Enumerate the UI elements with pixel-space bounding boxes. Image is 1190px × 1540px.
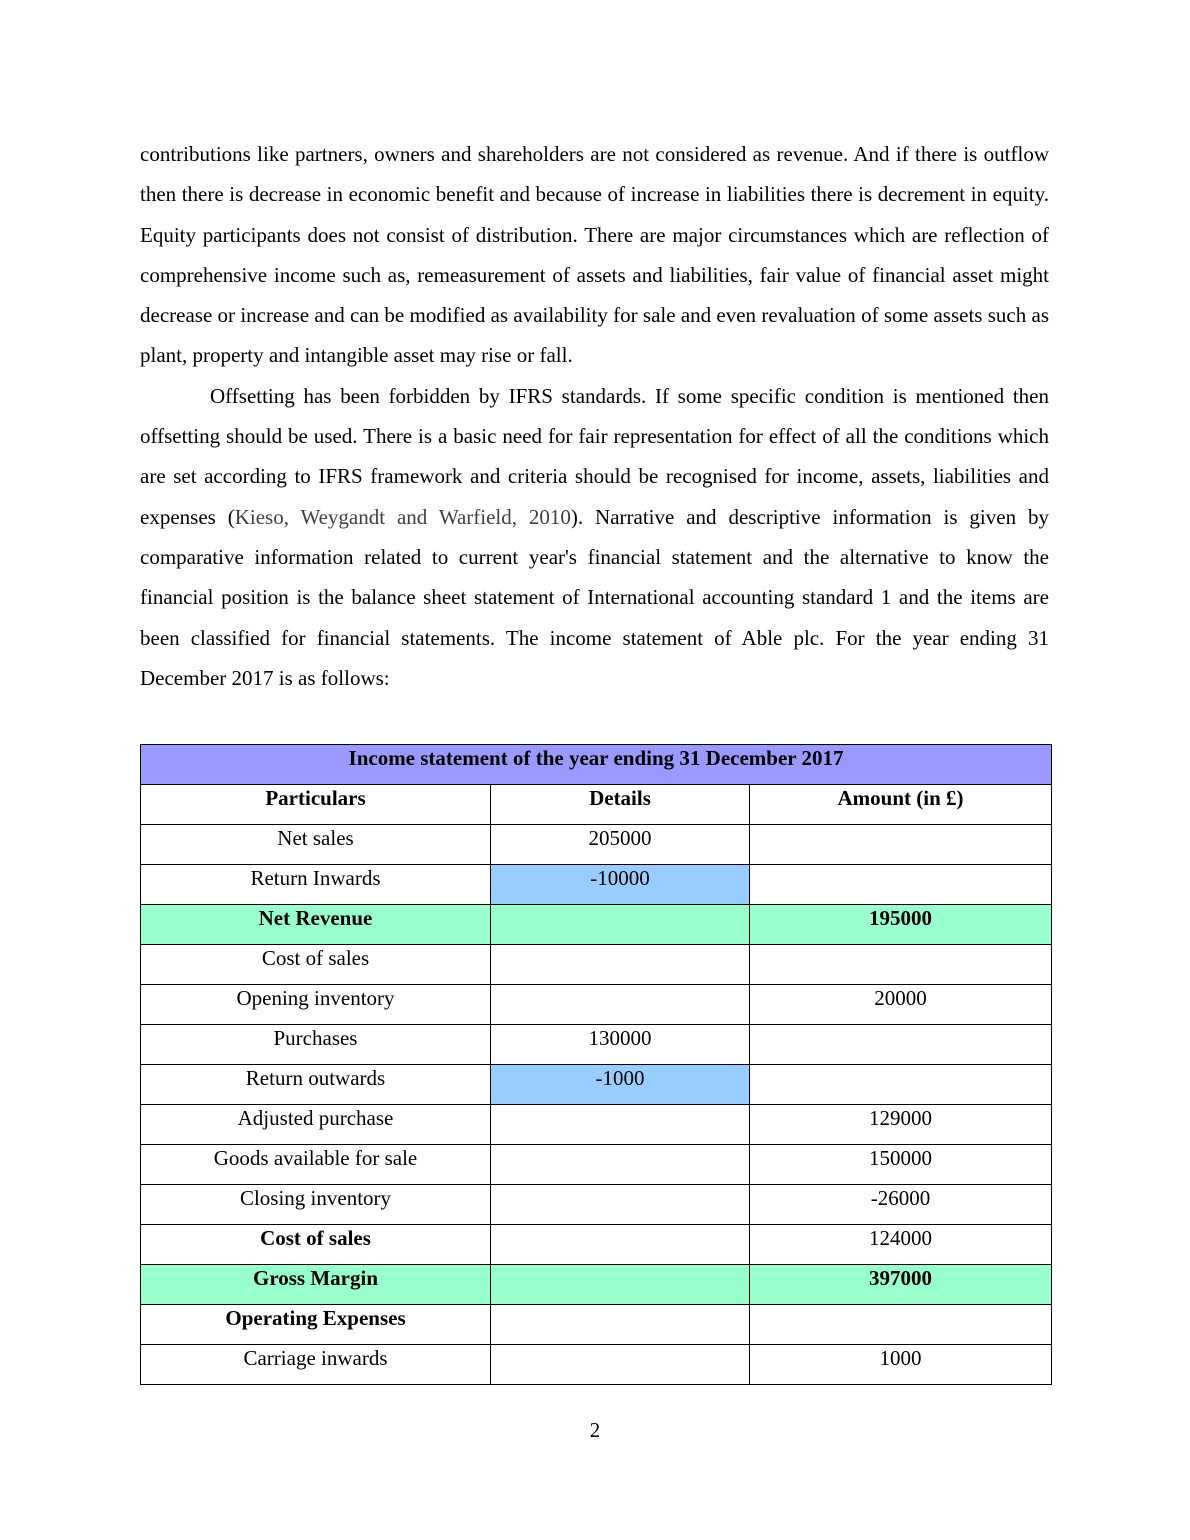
cell-details bbox=[491, 945, 750, 985]
cell-details bbox=[491, 1265, 750, 1305]
table-row bbox=[141, 985, 1052, 1025]
table-title: Income statement of the year ending 31 December 2017 bbox=[141, 745, 1052, 785]
cell-details: 130000 bbox=[491, 1025, 750, 1065]
cell-amount bbox=[750, 865, 1052, 905]
cell-particulars: Net sales bbox=[141, 825, 491, 865]
cell-particulars: Gross Margin bbox=[141, 1265, 491, 1305]
table-row bbox=[141, 1145, 1052, 1185]
cell-details bbox=[491, 1305, 750, 1345]
cell-details bbox=[491, 1145, 750, 1185]
cell-details bbox=[491, 1185, 750, 1225]
cell-amount bbox=[750, 1025, 1052, 1065]
table-title-row bbox=[141, 745, 1052, 785]
table-row bbox=[141, 1225, 1052, 1265]
table-row bbox=[141, 1185, 1052, 1225]
table-row bbox=[141, 825, 1052, 865]
table-header-row bbox=[141, 785, 1052, 825]
cell-details bbox=[491, 1105, 750, 1145]
cell-details: 205000 bbox=[491, 825, 750, 865]
cell-particulars: Purchases bbox=[141, 1025, 491, 1065]
cell-particulars: Operating Expenses bbox=[141, 1305, 491, 1345]
cell-amount bbox=[750, 825, 1052, 865]
cell-details: -1000 bbox=[491, 1065, 750, 1105]
cell-details bbox=[491, 1345, 750, 1385]
cell-particulars: Return outwards bbox=[141, 1065, 491, 1105]
table-row bbox=[141, 1105, 1052, 1145]
page-number: 2 bbox=[589, 1418, 601, 1442]
cell-details bbox=[491, 1225, 750, 1265]
table-row bbox=[141, 945, 1052, 985]
header-amount: Amount (in £) bbox=[750, 785, 1052, 825]
paragraph-2 bbox=[140, 376, 1049, 698]
cell-details: -10000 bbox=[491, 865, 750, 905]
cell-particulars: Closing inventory bbox=[141, 1185, 491, 1225]
cell-particulars: Cost of sales bbox=[141, 945, 491, 985]
cell-amount: 195000 bbox=[750, 905, 1052, 945]
cell-particulars: Adjusted purchase bbox=[141, 1105, 491, 1145]
cell-details bbox=[491, 905, 750, 945]
income-statement-table bbox=[140, 744, 1052, 1385]
citation: Kieso, Weygandt and Warfield, 2010 bbox=[234, 504, 571, 529]
cell-amount: 150000 bbox=[750, 1145, 1052, 1185]
table-row bbox=[141, 1305, 1052, 1345]
paragraph-2-text: Offsetting has been forbidden by IFRS standards. If some specific condition is mentioned then offsetting should be used. There is a basic need for fair representation for effect of all the conditions which are set according to IFRS framework and criteria should be recognised for income, assets, liabilities and expenses ( bbox=[140, 383, 1049, 529]
table-row bbox=[141, 1345, 1052, 1385]
table-row bbox=[141, 905, 1052, 945]
cell-amount: -26000 bbox=[750, 1185, 1052, 1225]
cell-particulars: Net Revenue bbox=[141, 905, 491, 945]
cell-amount: 1000 bbox=[750, 1345, 1052, 1385]
cell-amount: 397000 bbox=[750, 1265, 1052, 1305]
cell-particulars: Return Inwards bbox=[141, 865, 491, 905]
cell-amount: 124000 bbox=[750, 1225, 1052, 1265]
header-details: Details bbox=[491, 785, 750, 825]
table-row bbox=[141, 1025, 1052, 1065]
cell-amount bbox=[750, 1305, 1052, 1345]
table-row bbox=[141, 1265, 1052, 1305]
cell-particulars: Goods available for sale bbox=[141, 1145, 491, 1185]
cell-details bbox=[491, 985, 750, 1025]
cell-particulars: Cost of sales bbox=[141, 1225, 491, 1265]
body-text bbox=[140, 134, 1049, 698]
cell-particulars: Carriage inwards bbox=[141, 1345, 491, 1385]
cell-particulars: Opening inventory bbox=[141, 985, 491, 1025]
table-row bbox=[141, 865, 1052, 905]
table-row bbox=[141, 1065, 1052, 1105]
paragraph-1: contributions like partners, owners and shareholders are not considered as revenue. And if there is outflow then there is decrease in economic benefit and because of increase in liabilities there is decrement in equity. Equity participants does not consist of distribution. There are major circumstances which are reflection of comprehensive income such as, remeasurement of assets and liabilities, fair value of financial asset might decrease or increase and can be modified as availability for sale and even revaluation of some assets such as plant, property and intangible asset may rise or fall. bbox=[140, 142, 1049, 368]
cell-amount bbox=[750, 1065, 1052, 1105]
cell-amount: 129000 bbox=[750, 1105, 1052, 1145]
cell-amount bbox=[750, 945, 1052, 985]
cell-amount: 20000 bbox=[750, 985, 1052, 1025]
paragraph-2-text-end: ). Narrative and descriptive information is given by comparative information related to current year's financial statement and the alternative to know the financial position is the balance sheet statement of International accounting standard 1 and the items are been classified for financial statements. The income statement of Able plc. For the year ending 31 December 2017 is as follows: bbox=[140, 504, 1049, 690]
header-particulars: Particulars bbox=[141, 785, 491, 825]
